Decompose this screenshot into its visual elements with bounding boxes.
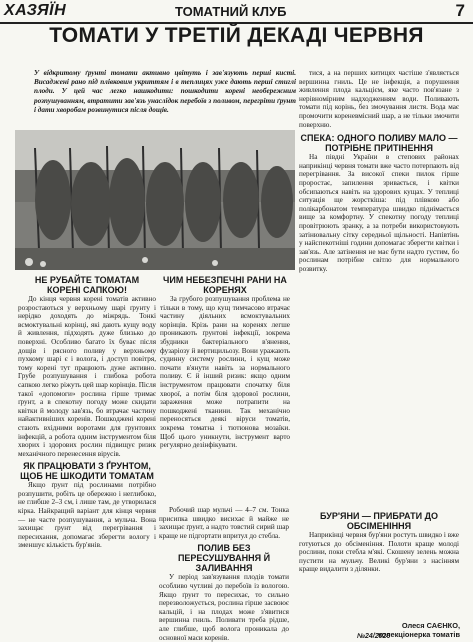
column-watering [159, 506, 289, 642]
section-title: ТОМАТНИЙ КЛУБ [175, 4, 287, 19]
article-title: ТОМАТИ У ТРЕТІЙ ДЕКАДІ ЧЕРВНЯ [49, 24, 424, 47]
column-heat [299, 69, 459, 273]
column-weeds-text: Наприкінці червня бур'яни ростуть швидко і вже готуються до обсіменіння. Полоти краще молоді рослини, поки стебла м'які. Скошену зелень можна пустити на мульчу. Великі бур'яни з насінням краще видалити з ділянки. [299, 531, 459, 574]
heading-heat: СПЕКА: ОДНОГО ПОЛИВУ МАЛО — ПОТРІБНЕ ПРИТІНЕННЯ [300, 133, 458, 154]
tomato-greenhouse-photo [15, 130, 295, 270]
column-roots-text: До кінця червня корені томатів активно розростаються у верхньому шарі ґрунту і нерідко доходять до міжрядь. Тонкі всмоктувальні корінці, які дають кущу воду й живлення, підходять дуже близько до поверхні. Особливо багато їх буває після дощів і рясного поливу у верхньому пухкому шарі є і волога, і доступ повітря, тому корені тут працюють дуже активно. Грубе розпушування і глибока робота сапкою легко ріжуть цей шар корінців. Після такої «допомоги» рослина гірше тримає ґрунт, а в спекотну погоду може скидати квітки й молоду зав'язь, бо втрачає частину найактивніших коренів. Пошкоджені корені стають вхідними воротами для ґрунтових інфекцій, а робота одним інструментом біля хворих і здорових рослин підвищує ризик механічного перенесення вірусів. [18, 295, 156, 458]
column-root-wounds [160, 275, 290, 450]
column-watering-text: У період зав'язування плодів томати особливо чутливі до перебоїв із вологою. Якщо ґрунт то пересихає, то сильно перезволожується, рослина гірше засвоює кальцій, і на плодах може з'явитися вершинна гниль. Поливати треба рідше, але глибше, щоб волога проникала до основної маси коренів. [159, 573, 289, 642]
column-mulch-text: Робочий шар мульчі — 4–7 см. Тонка присипка швидко висихає й майже не захищає ґрунт, а надто товстий сирий шар краще не підгортати впритул до стебла. [159, 506, 289, 540]
heading-root-wounds: ЧИМ НЕБЕЗПЕЧНІ РАНИ НА КОРЕНЯХ [163, 275, 287, 295]
page-header [0, 0, 473, 24]
article-lead: У відкритому ґрунті томати активно цвітуть і зав'язують перші кисті. Висаджені рано під плівковим укриттям і в теплицях уже дають перші стиглі плоди. У цей час легко нашкодити: пошкодити корені необережним розпушуванням, втратити зав'язь унаслідок перебоїв з поливом, перегріти ґрунт і дати хворобам розвинутися після дощів. [34, 69, 296, 114]
column-soil-work-text: Якщо ґрунт під рослинами потрібно розпушити, робіть це обережно і неглибоко, не глибше 2–3 см, і лише там, де утворилася кірка. Найкращий варіант для кінця червня — не часте розпушування, а мульча. Вона захищає ґрунт від перегрівання і пересихання, допомагає зберегти вологу і зменшує кількість бур'янів. [18, 481, 156, 550]
heading-do-not-cut-roots: НЕ РУБАЙТЕ ТОМАТАМ КОРЕНІ САПКОЮ! [34, 275, 140, 295]
column-root-wounds-text: За грубого розпушування проблема не тільки в тому, що кущ тимчасово втрачає частину діяльних всмоктувальних корінців. Крізь рани на коренях легше проникають ґрунтові інфекції, зокрема збудники бактеріального в'янення, фузаріозу й вертицильозу. Вони уражають судинну систему рослини, і кущ може почати в'янути навіть за нормального поливу. Є й інший ризик: якщо одним інструментом працювати спочатку біля хворої, а потім біля здорової рослини, зараження може потрапити на пошкоджені тканини. Так механічно переносяться деякі віруси томатів, зокрема томатна і тютюнова мозаїки. Щоб цього уникнути, інструмент варто регулярно дезінфікувати. [160, 295, 290, 450]
column-heat-text-2: На півдні України в степових районах наприкінці червня томати вже часто потерпають від перегрівання. За високої спеки пилок гірше проростає, запилення зривається, і квітки обсипаються навіть на здорових кущах. У теплиці ситуація ще жорсткіша: під плівкою або полікарбонатом температура швидко піднімається вище за комфортну. У спекотну погоду теплиці провітрюють зранку, а за потреби використовують затінювальну сітку середньої щільності. Напівтінь у найспекотніші години допомагає зберегти квітки і зав'язь. Але затінення не має бути надто густим, бо рослинам потрібне світло для нормального розвитку. [299, 153, 459, 273]
issue-number: №24/2026 [357, 633, 391, 640]
page-number: 7 [455, 1, 465, 20]
heading-watering: ПОЛИВ БЕЗ ПЕРЕСУШУВАННЯ Й ЗАЛИВАННЯ [177, 543, 271, 574]
heading-weeds: БУР'ЯНИ — ПРИБРАТИ ДО ОБСІМЕНІННЯ [320, 511, 438, 531]
brand-name: ХАЗЯЇН [4, 2, 67, 19]
column-heat-text-1: тися, а на перших китицях частіше з'являється вершинна гниль. Це не інфекція, а порушення живлення плода кальцієм, яке часто пов'язане з нерівномірним надходженням води. Поливають томати під корінь, без змочування листя. Вода має промочити кореневмісний шар, а не тільки змочити поверхню. [299, 69, 459, 129]
heading-soil-work: ЯК ПРАЦЮВАТИ З ҐРУНТОМ, ЩОБ НЕ ШКОДИТИ ТОМАТАМ [20, 461, 154, 482]
column-roots [18, 275, 156, 550]
column-weeds [299, 511, 459, 574]
author-role: колекціонерка томатів [377, 629, 460, 639]
author-name: Олеся САЄНКО, [401, 621, 460, 630]
